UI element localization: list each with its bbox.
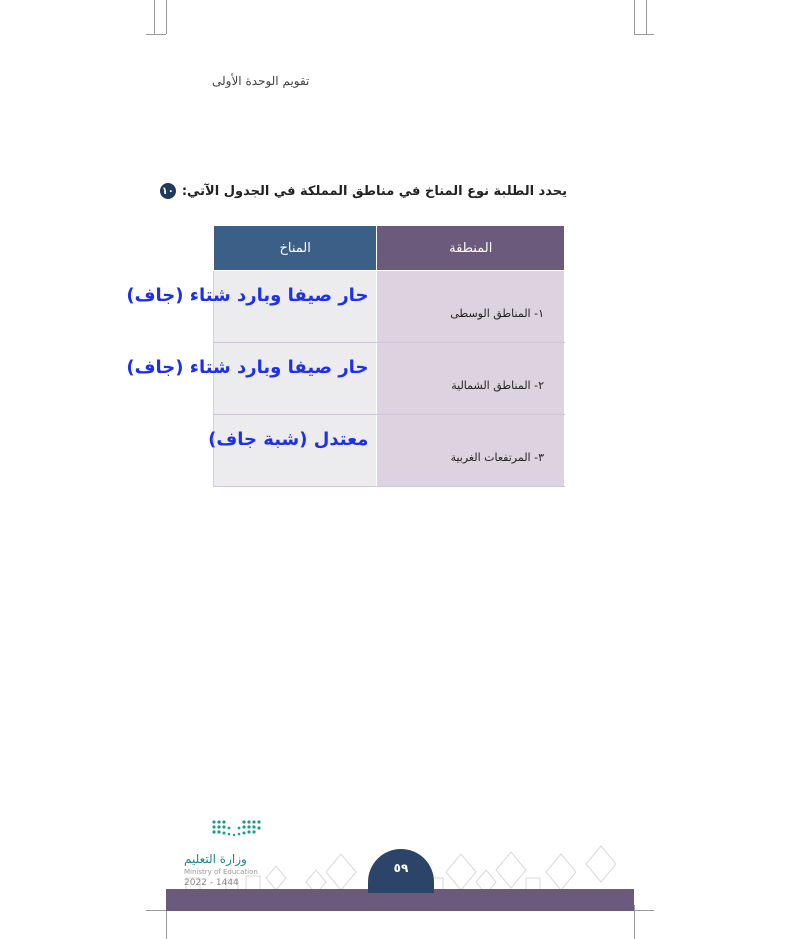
header-climate: المناخ: [214, 226, 377, 271]
crop-mark-bl-h: [146, 910, 166, 911]
handwritten-answer: معتدل (شبة جاف): [208, 429, 369, 450]
crop-mark-tl-h: [146, 34, 166, 35]
region-cell: ٣- المرتفعات الغربية: [377, 415, 565, 487]
climate-answer-cell[interactable]: [208, 415, 377, 487]
crop-mark-tr-h: [634, 34, 654, 35]
table-row: [214, 343, 565, 415]
crop-mark-tr-v: [634, 0, 635, 34]
header-region: المنطقة: [377, 226, 565, 271]
page-number: ٥٩: [368, 849, 434, 893]
table-row: [214, 415, 565, 487]
region-cell: ١- المناطق الوسطى: [377, 271, 565, 343]
climate-table: [126, 225, 565, 487]
handwritten-answer: حار صيفا وبارد شتاء (جاف): [126, 285, 369, 306]
unit-title: تقويم الوحدة الأولى: [212, 74, 310, 88]
crop-mark-br-h: [634, 910, 654, 911]
crop-mark-tl-v: [166, 0, 167, 34]
ministry-logo-icon: [186, 812, 276, 852]
climate-answer-cell[interactable]: [126, 271, 377, 343]
ministry-name-ar: وزارة التعليم: [184, 852, 247, 866]
handwritten-answer: حار صيفا وبارد شتاء (جاف): [126, 357, 369, 378]
region-cell: ٢- المناطق الشمالية: [377, 343, 565, 415]
ministry-name-en: Ministry of Education: [184, 868, 258, 876]
question-10: [160, 183, 567, 199]
edition-year: 2022 - 1444: [184, 878, 239, 888]
question-number-badge: ١٠: [160, 183, 176, 199]
question-text: يحدد الطلبة نوع المناخ في مناطق المملكة في الجدول الآتي:: [181, 183, 567, 199]
crop-mark-tl-v2: [154, 0, 155, 34]
climate-answer-cell[interactable]: [126, 343, 377, 415]
crop-mark-tr-v2: [646, 0, 647, 34]
table-row: [214, 271, 565, 343]
